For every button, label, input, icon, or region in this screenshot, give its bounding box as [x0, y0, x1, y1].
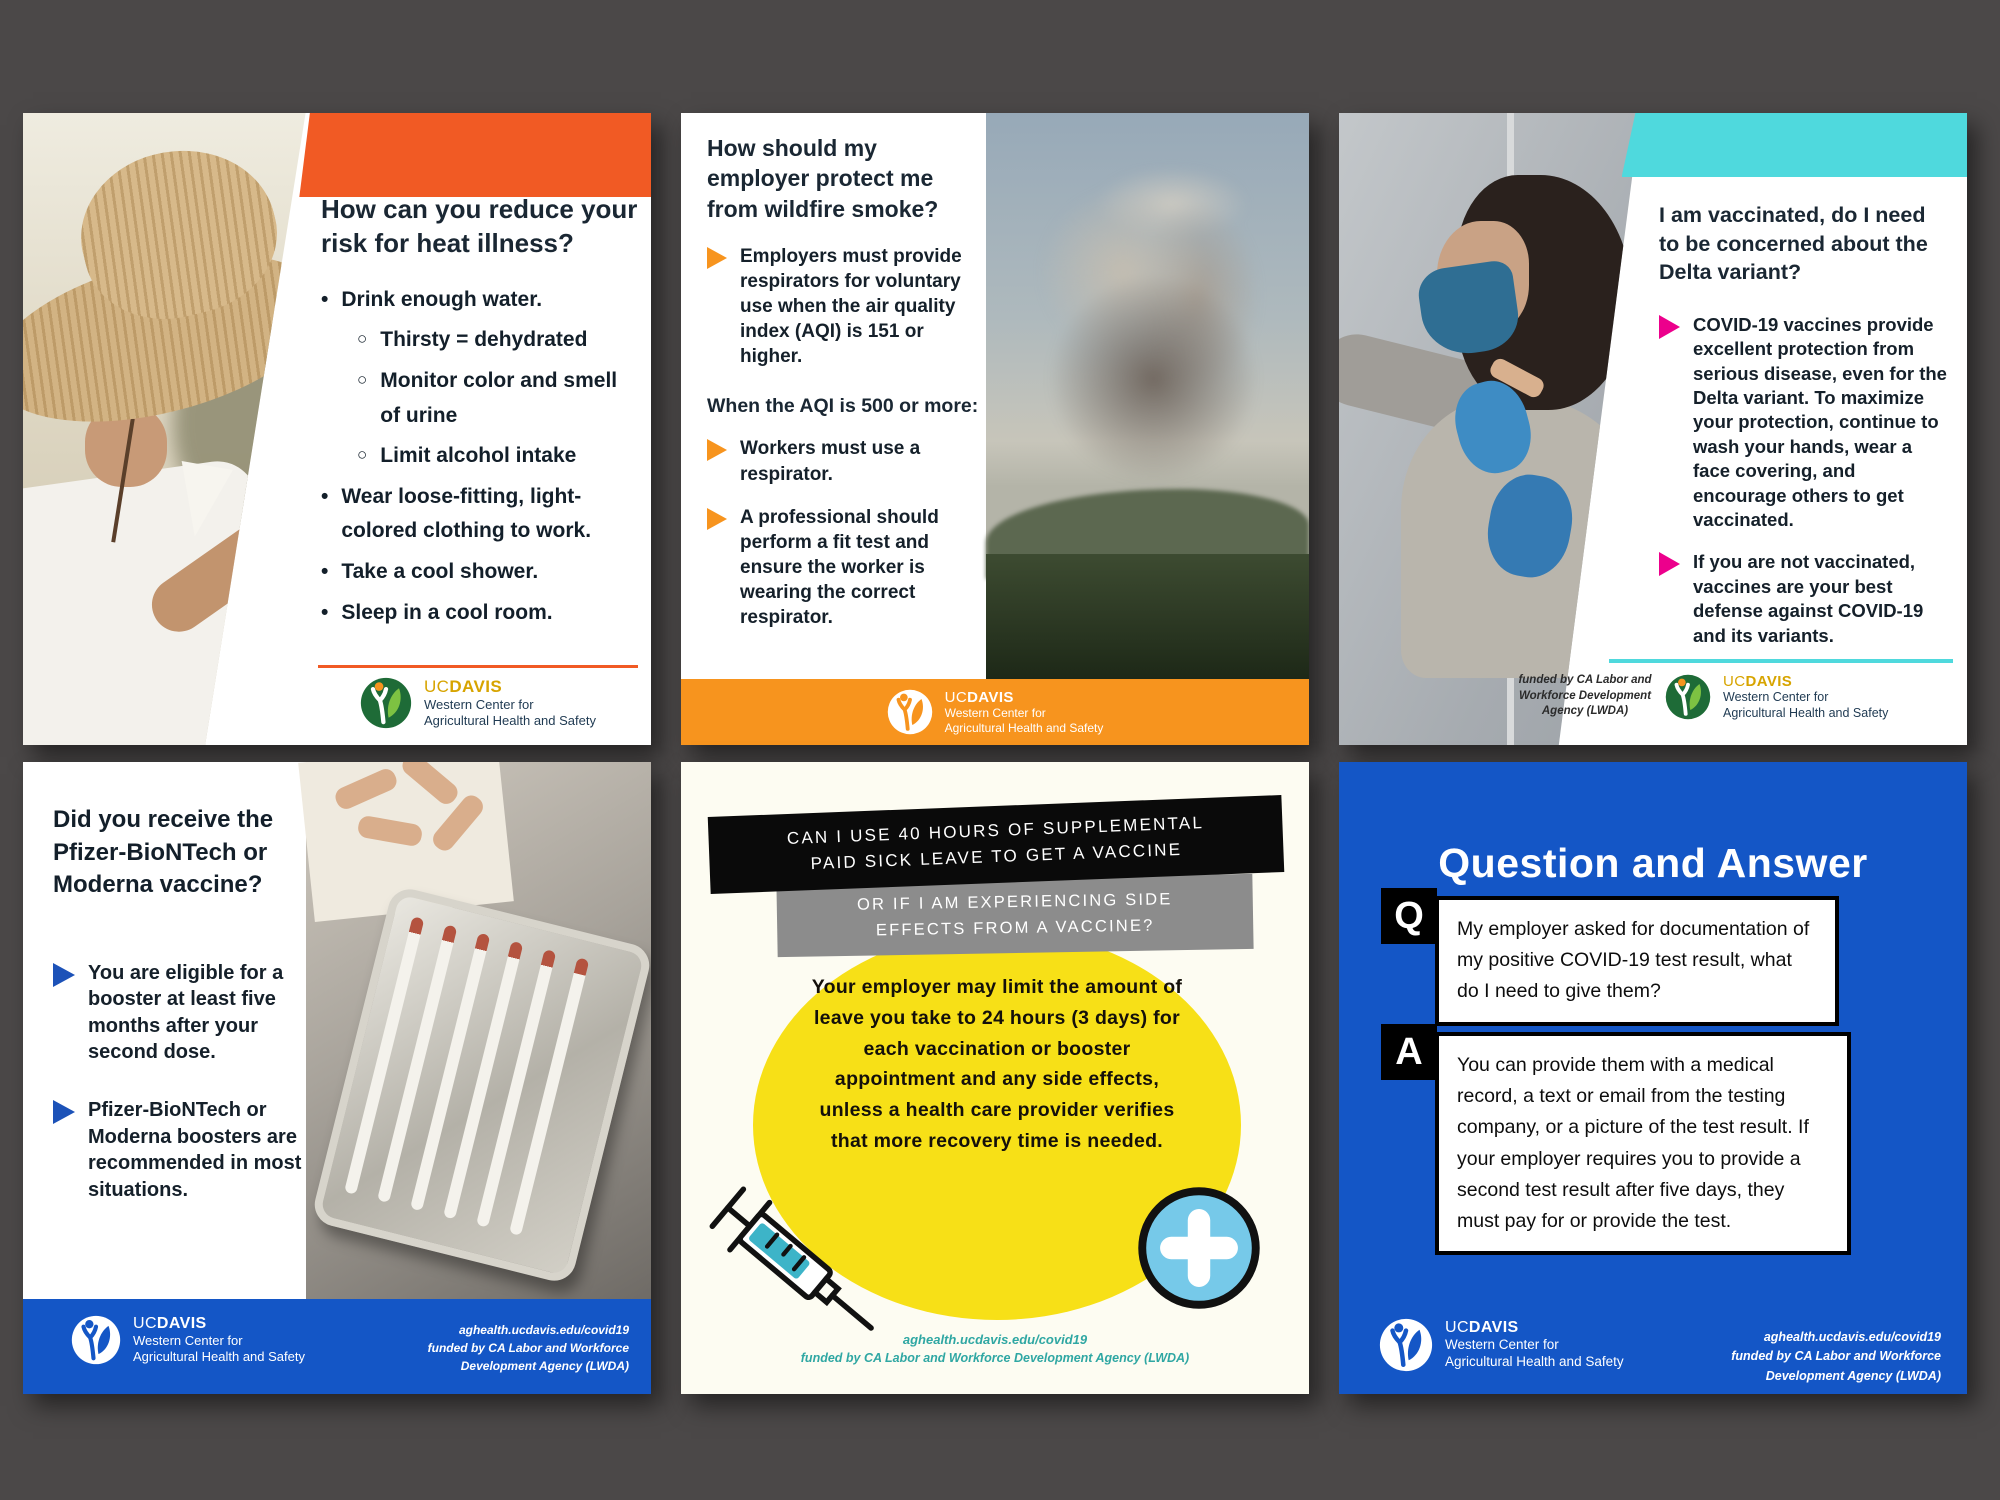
brand-line: Agricultural Health and Safety: [944, 720, 1104, 735]
arrow-right-icon: [1659, 552, 1680, 576]
brand-davis: DAVIS: [1745, 673, 1793, 690]
list-item-text: Drink enough water.: [341, 287, 543, 311]
medical-plus-icon: [1133, 1182, 1265, 1314]
brand-line: Agricultural Health and Safety: [1445, 1354, 1624, 1369]
booster-poster: [23, 762, 651, 1394]
bullet-icon: •: [321, 560, 329, 584]
forest-shape: [986, 554, 1309, 679]
paid-sick-leave-poster: [681, 762, 1309, 1394]
brand-uc: UC: [133, 1315, 157, 1332]
answer-label: A: [1381, 1024, 1437, 1080]
list-item: [321, 283, 639, 318]
card-title: Did you receive the Pfizer-BioNTech or Moderna vaccine?: [53, 806, 274, 899]
brand-uc: UC: [1445, 1319, 1469, 1337]
sub-bullet-icon: ○: [357, 445, 368, 465]
wildfire-smoke-poster: [681, 113, 1309, 745]
funding-note: [721, 1332, 1269, 1365]
list-item-text: Monitor color and smell of urine: [380, 368, 618, 427]
ucdavis-logo: [1379, 1318, 1624, 1372]
point-row: [707, 505, 965, 630]
arrow-right-icon: [707, 247, 727, 269]
funding-line: funded by CA Labor and Workforce: [1731, 1349, 1941, 1364]
funding-line: funded by CA Labor and Workforce: [427, 1341, 629, 1355]
wildfire-smoke-photo: [986, 113, 1309, 679]
point-row: [53, 1097, 307, 1203]
list-item-text: Wear loose-fitting, light-colored clothing to work.: [341, 484, 592, 543]
bullet-icon: •: [321, 484, 329, 508]
brand-davis: DAVIS: [967, 688, 1014, 706]
list-item: [321, 555, 639, 590]
funding-line: Development Agency (LWDA): [1765, 1368, 1941, 1383]
list-item-text: Thirsty = dehydrated: [380, 328, 588, 352]
brand-line: Western Center for: [1723, 690, 1829, 704]
funding-note: [1517, 673, 1653, 720]
arrow-right-icon: [1659, 315, 1680, 339]
sub-bullet-icon: ○: [357, 329, 368, 349]
brand-uc: UC: [1723, 673, 1746, 690]
ucdavis-logo-icon: [71, 1315, 121, 1365]
ucdavis-logo: [1665, 673, 1953, 721]
point-text: COVID-19 vaccines provide excellent protection from serious disease, even for the Delta variant. To maximize your protection, continue to wash your hands, wear a face covering, and encourage others to get vaccinated.: [1693, 313, 1947, 531]
list-item: [357, 323, 639, 358]
point-row: [53, 960, 307, 1066]
blue-footer-band: [23, 1299, 651, 1394]
card-title: How can you reduce your risk for heat illness?: [321, 194, 638, 258]
answer-text: You can provide them with a medical record, a text or email from the testing company, or a picture of the test result. If your employer requires you to provide a second test result after five days, they must pay for or provide the test.: [1435, 1032, 1851, 1255]
list-item: [321, 480, 639, 549]
metal-tray-shape: [310, 885, 651, 1286]
ucdavis-wordmark: [1723, 673, 1888, 721]
point-text: A professional should perform a fit test and ensure the worker is wearing the correct respirator.: [740, 506, 939, 628]
syringes-tray-photo: [306, 762, 651, 1299]
brand-davis: DAVIS: [449, 677, 503, 696]
brand-name: [1445, 1319, 1624, 1337]
brand-line: Western Center for: [1445, 1337, 1559, 1353]
point-text: If you are not vaccinated, vaccines are your best defense against COVID-19 and its variants.: [1693, 551, 1924, 646]
funding-line: funded by CA Labor and Workforce Development Agency (LWDA): [800, 1351, 1190, 1365]
answer-text: Your employer may limit the amount of leave you take to 24 hours (3 days) for each vaccination or booster appointment and any side effects, unless a health care provider verifies that more recovery time is needed.: [811, 976, 1183, 1152]
card-title: Question and Answer: [1438, 840, 1868, 887]
funding-note: [428, 1321, 629, 1375]
orange-accent-band: [299, 113, 651, 197]
ucdavis-wordmark: [133, 1315, 305, 1366]
question-answer-poster: [1339, 762, 1967, 1394]
funding-line: Development Agency (LWDA): [460, 1359, 629, 1373]
brand-line: Agricultural Health and Safety: [424, 713, 596, 729]
delta-variant-poster: [1339, 113, 1967, 745]
divider-rule: [318, 665, 638, 668]
ucdavis-logo-icon: [887, 689, 933, 735]
headline-line: OR IF I AM EXPERIENCING SIDE: [856, 890, 1173, 914]
brand-davis: DAVIS: [1468, 1319, 1519, 1337]
point-text: Employers must provide respirators for voluntary use when the air quality index (AQI) is 151 or higher.: [740, 246, 962, 368]
headline-line: EFFECTS FROM A VACCINE?: [875, 916, 1155, 939]
heat-illness-poster: [23, 113, 651, 745]
list-item: [321, 596, 639, 631]
brand-line: Western Center for: [944, 705, 1046, 720]
arrow-right-icon: [707, 439, 727, 461]
ucdavis-logo-icon: [1665, 674, 1711, 720]
list-item-text: Sleep in a cool room.: [341, 600, 553, 624]
ucdavis-wordmark: [424, 677, 596, 730]
card-title: I am vaccinated, do I need to be concerned about the Delta variant?: [1659, 203, 1928, 285]
point-text: Pfizer-BioNTech or Moderna boosters are recommended in most situations.: [88, 1099, 302, 1201]
funding-note: [1731, 1328, 1941, 1386]
card-title: How should my employer protect me from wildfire smoke?: [707, 135, 939, 222]
brand-name: [424, 677, 596, 697]
brand-name: [1723, 673, 1888, 690]
point-row: [707, 244, 965, 369]
list-item: [357, 439, 639, 474]
website-url: aghealth.ucdavis.edu/covid19: [458, 1323, 629, 1337]
brand-line: Agricultural Health and Safety: [133, 1349, 305, 1365]
tip-list: [321, 283, 639, 631]
ucdavis-wordmark: [945, 689, 1104, 736]
point-row: [1659, 550, 1949, 648]
brand-uc: UC: [944, 688, 968, 706]
arrow-right-icon: [53, 1100, 75, 1124]
bullet-icon: •: [321, 287, 329, 311]
brand-line: Western Center for: [133, 1333, 243, 1348]
question-label: Q: [1381, 888, 1437, 944]
brand-name: [133, 1315, 305, 1333]
funding-line: Workforce Development: [1518, 689, 1652, 702]
syringe-shape: [509, 957, 589, 1235]
subheading: When the AQI is 500 or more:: [707, 395, 979, 418]
sub-bullet-icon: ○: [357, 369, 368, 389]
website-url: aghealth.ucdavis.edu/covid19: [902, 1332, 1088, 1347]
orange-footer-band: [681, 679, 1309, 745]
brand-davis: DAVIS: [156, 1315, 207, 1332]
bullet-icon: •: [321, 600, 329, 624]
divider-rule: [1609, 659, 1953, 663]
arrow-right-icon: [707, 508, 727, 530]
funding-line: Agency (LWDA): [1541, 705, 1629, 718]
point-row: [1659, 313, 1949, 533]
arrow-right-icon: [53, 963, 75, 987]
point-row: [707, 436, 965, 486]
brand-line: Agricultural Health and Safety: [1723, 705, 1889, 720]
list-item: [357, 364, 639, 433]
ucdavis-logo: [887, 689, 1104, 736]
ucdavis-logo-icon: [360, 677, 412, 729]
brand-name: [945, 689, 1104, 706]
question-text: My employer asked for documentation of my positive COVID-19 test result, what do I need to give them?: [1435, 896, 1839, 1026]
headline-line: PAID SICK LEAVE TO GET A VACCINE: [810, 840, 1183, 874]
ucdavis-logo: [318, 677, 638, 730]
smoke-plume-shape: [996, 143, 1299, 523]
list-item-text: Take a cool shower.: [341, 560, 539, 584]
funding-line: funded by CA Labor and: [1518, 674, 1652, 686]
ucdavis-wordmark: [1445, 1319, 1624, 1371]
brand-line: Western Center for: [424, 697, 534, 712]
ucdavis-logo: [71, 1315, 305, 1366]
point-text: You are eligible for a booster at least five months after your second dose.: [88, 961, 284, 1064]
brand-uc: UC: [424, 677, 450, 696]
cyan-accent-band: [1622, 113, 1967, 177]
headline-line: CAN I USE 40 HOURS OF SUPPLEMENTAL: [786, 813, 1205, 849]
list-item-text: Limit alcohol intake: [380, 444, 577, 468]
ucdavis-logo-icon: [1379, 1318, 1433, 1372]
point-text: Workers must use a respirator.: [740, 438, 921, 485]
website-url: aghealth.ucdavis.edu/covid19: [1763, 1330, 1941, 1344]
